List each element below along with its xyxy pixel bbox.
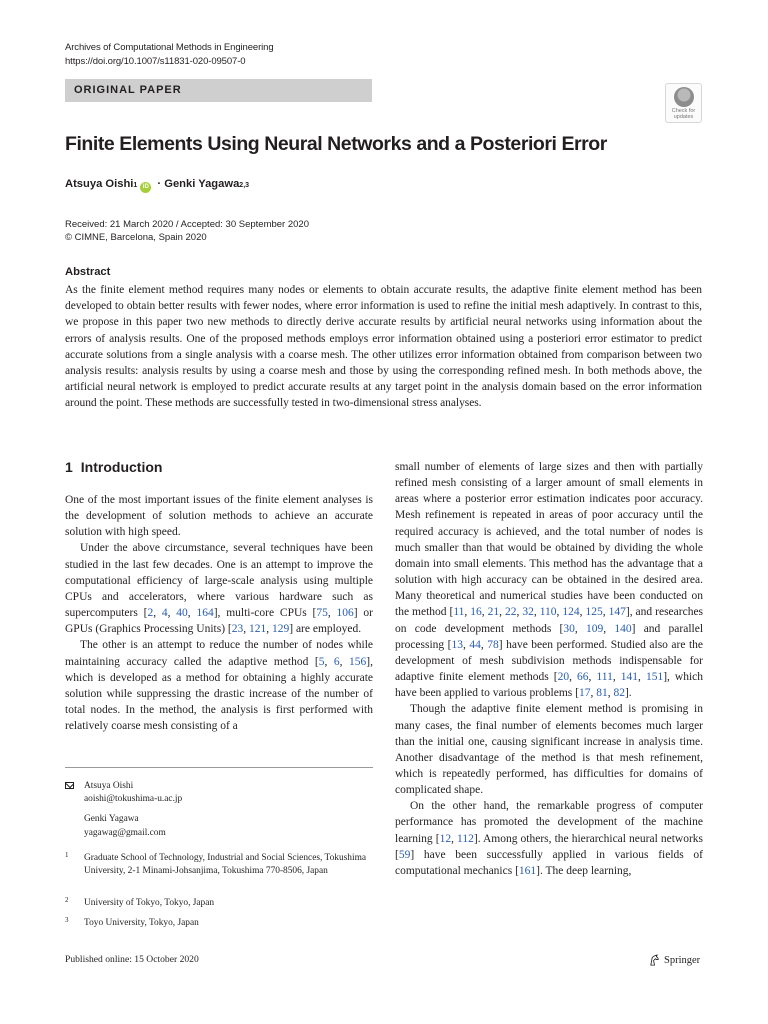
- affiliation-text: Toyo University, Tokyo, Japan: [84, 918, 199, 928]
- body-paragraph: Under the above circumstance, several techniques have been studied in the last few decades. One is an attempt to improve the computational efficiency of large-scale analysis using multiple CPUs and accelerators, where various hardware such as supercomputers [2, 4, 40, 164], multi-core CPUs [75, 106] or GPUs (Graphics Processing Units) [23, 121, 129] are employed.: [65, 542, 373, 636]
- corresponding-author-block: [65, 780, 182, 840]
- body-paragraph: Though the adaptive finite element method is promising in many cases, the final number of elements becomes much larger than the initial one, causing significant increase in analysis time. Another disadvantage of the method is that mesh refinement, which is repeatedly performed, has difficulties for domains of complicated shape.: [395, 703, 703, 797]
- citation-link[interactable]: 59: [398, 848, 411, 861]
- citation-link[interactable]: 23: [231, 623, 244, 636]
- citation-link[interactable]: 22: [505, 606, 517, 619]
- affiliation-text: University of Tokyo, Tokyo, Japan: [84, 898, 215, 908]
- orcid-icon[interactable]: iD: [140, 182, 151, 193]
- envelope-icon: [65, 782, 74, 789]
- citation-link[interactable]: 4: [161, 607, 168, 620]
- abstract-heading: Abstract: [65, 266, 111, 278]
- citation-link[interactable]: 13: [451, 638, 464, 651]
- section-heading: [65, 459, 170, 475]
- citation-link[interactable]: 112: [457, 832, 474, 845]
- publisher-logo[interactable]: [648, 954, 700, 967]
- citation-link[interactable]: 124: [562, 606, 580, 619]
- received-accepted-dates: Received: 21 March 2020 / Accepted: 30 September 2020: [65, 219, 309, 230]
- affiliation-number: 2: [65, 896, 69, 904]
- publication-dates: [65, 218, 309, 244]
- citation-link[interactable]: 40: [176, 607, 188, 620]
- affiliation-number: 1: [65, 851, 69, 859]
- citation-link[interactable]: 11: [453, 606, 465, 619]
- section-number: 1: [65, 459, 73, 475]
- abstract-text: As the finite element method requires many nodes or elements to obtain accurate results, the adaptive finite element method has been developed to obtain better results with fewer nodes, where error information is used to refine the initial mesh adaptively. In contrast to this, we propose in this paper two new methods to directly derive accurate results by artificial neural networks using information about the errors of analysis results. One of the proposed methods employs error information obtained using a posteriori error estimator to predict accurate solutions from a single analysis with a coarse mesh. The other utilizes error information obtained from comparison between two analysis results: analysis results by using a coarse mesh and those by using the corresponding refined mesh. In both methods above, the artificial neural network is employed to predict accurate results at any target point in the analysis domain based on the error information around the point. These methods are successfully tested in two-dimensional stress analyses.: [65, 284, 702, 410]
- citation-link[interactable]: 5: [318, 655, 325, 668]
- citation-link[interactable]: 20: [557, 671, 570, 684]
- citation-link[interactable]: 44: [469, 638, 481, 651]
- citation-link[interactable]: 30: [563, 622, 575, 635]
- contact-name: Atsuya Oishi: [84, 781, 134, 791]
- citation-link[interactable]: 156: [349, 655, 367, 668]
- citation-link[interactable]: 82: [613, 687, 625, 700]
- check-for-updates-badge[interactable]: [665, 83, 702, 123]
- affiliation-number: 3: [65, 916, 69, 924]
- contact-name: Genki Yagawa: [84, 814, 139, 825]
- article-type-banner: [65, 79, 372, 102]
- springer-horse-icon: [648, 954, 661, 967]
- citation-link[interactable]: 32: [522, 606, 534, 619]
- paper-title: Finite Elements Using Neural Networks and a Posteriori Error: [65, 133, 607, 155]
- citation-link[interactable]: 151: [645, 671, 664, 684]
- citation-link[interactable]: 125: [585, 606, 603, 619]
- citation-link[interactable]: 16: [470, 606, 482, 619]
- author-separator: ·: [154, 178, 165, 190]
- citation-link[interactable]: 2: [147, 607, 154, 620]
- body-column-right: [395, 459, 703, 879]
- badge-label-line1: Check for: [671, 108, 696, 114]
- citation-link[interactable]: 66: [577, 671, 589, 684]
- citation-link[interactable]: 78: [487, 638, 499, 651]
- citation-link[interactable]: 106: [336, 607, 354, 620]
- journal-name: Archives of Computational Methods in Engineering: [65, 42, 274, 53]
- citation-link[interactable]: 161: [518, 864, 537, 877]
- author-name[interactable]: Genki Yagawa: [164, 178, 240, 190]
- journal-header: [65, 41, 274, 69]
- citation-link[interactable]: 109: [586, 622, 604, 635]
- contact-email[interactable]: yagawag@gmail.com: [84, 827, 166, 838]
- author-name[interactable]: Atsuya Oishi: [65, 178, 134, 190]
- citation-link[interactable]: 81: [596, 687, 608, 700]
- affiliation-item: [65, 897, 373, 910]
- body-paragraph: small number of elements of large sizes and then with partially refined mesh consisting of a larger amount of small elements in areas where a posterior error estimation indicates poor accuracy. Mesh refinement is repeated in areas of poor accuracy until the required accuracy is achieved, and the total number of nodes is much smaller than that would be obtained by dividing the whole domain into small elements. This method has the advantage that a solution with high accuracy can be obtained in the desired area. Many theoretical and numerical studies have been conducted on the method [11, 16, 21, 22, 32, 110, 124, 125, 147], and researches on code development methods [30, 109, 140] and parallel processing [13, 44, 78] have been performed. Studied also are the development of mesh subdivision methods indispensable for adaptive finite element methods [20, 66, 111, 141, 151], which have been applied to various problems [17, 81, 82].: [395, 461, 704, 700]
- published-online-date: Published online: 15 October 2020: [65, 954, 199, 965]
- citation-link[interactable]: 21: [487, 606, 500, 619]
- affiliation-text: Graduate School of Technology, Industrial and Social Sciences, Tokushima University, 2-1 Minami-Johsanjima, Tokushima 770-8506, Japan: [84, 853, 367, 876]
- citation-link[interactable]: 110: [539, 606, 557, 619]
- body-column-left: [65, 492, 373, 734]
- affiliation-item: [65, 917, 373, 930]
- copyright-line: © CIMNE, Barcelona, Spain 2020: [65, 232, 207, 243]
- doi-link[interactable]: https://doi.org/10.1007/s11831-020-09507-0: [65, 56, 246, 67]
- citation-link[interactable]: 140: [614, 622, 632, 635]
- contact-email[interactable]: aoishi@tokushima-u.ac.jp: [84, 794, 183, 805]
- citation-link[interactable]: 141: [620, 671, 639, 684]
- body-paragraph: The other is an attempt to reduce the number of nodes while maintaining accuracy called the adaptive method [5, 6, 156], which is developed as a method for obtaining a highly accurate solution while suppressing the drastic increase of the number of total nodes. In the method, the analysis is first performed with relatively coarse mesh consisting of a: [65, 639, 373, 733]
- body-paragraph: One of the most important issues of the finite element analyses is the development of solution methods to achieve an accurate solution with high speed.: [65, 494, 373, 539]
- citation-link[interactable]: 121: [248, 623, 267, 636]
- citation-link[interactable]: 147: [608, 606, 626, 619]
- section-title: Introduction: [80, 459, 163, 475]
- article-type-label: ORIGINAL PAPER: [74, 84, 182, 96]
- citation-link[interactable]: 17: [578, 687, 591, 700]
- badge-label-line2: updates: [673, 114, 694, 120]
- citation-link[interactable]: 111: [596, 671, 613, 684]
- footnote-divider: [65, 767, 373, 768]
- author-line: Atsuya Oishi 1 iD · Genki Yagawa 2,3: [65, 178, 249, 192]
- citation-link[interactable]: 164: [196, 607, 214, 620]
- crossmark-icon: [674, 87, 694, 107]
- publisher-name: Springer: [664, 955, 701, 966]
- citation-link[interactable]: 75: [316, 607, 328, 620]
- body-paragraph: On the other hand, the remarkable progress of computer performance has promoted the development of the machine learning [12, 112]. Among others, the hierarchical neural networks [59] have been successfully applied in various fields of computational mechanics [161]. The deep learning,: [395, 800, 704, 877]
- citation-link[interactable]: 6: [333, 655, 340, 668]
- citation-link[interactable]: 12: [439, 832, 452, 845]
- citation-link[interactable]: 129: [271, 623, 290, 636]
- affiliation-item: [65, 852, 373, 877]
